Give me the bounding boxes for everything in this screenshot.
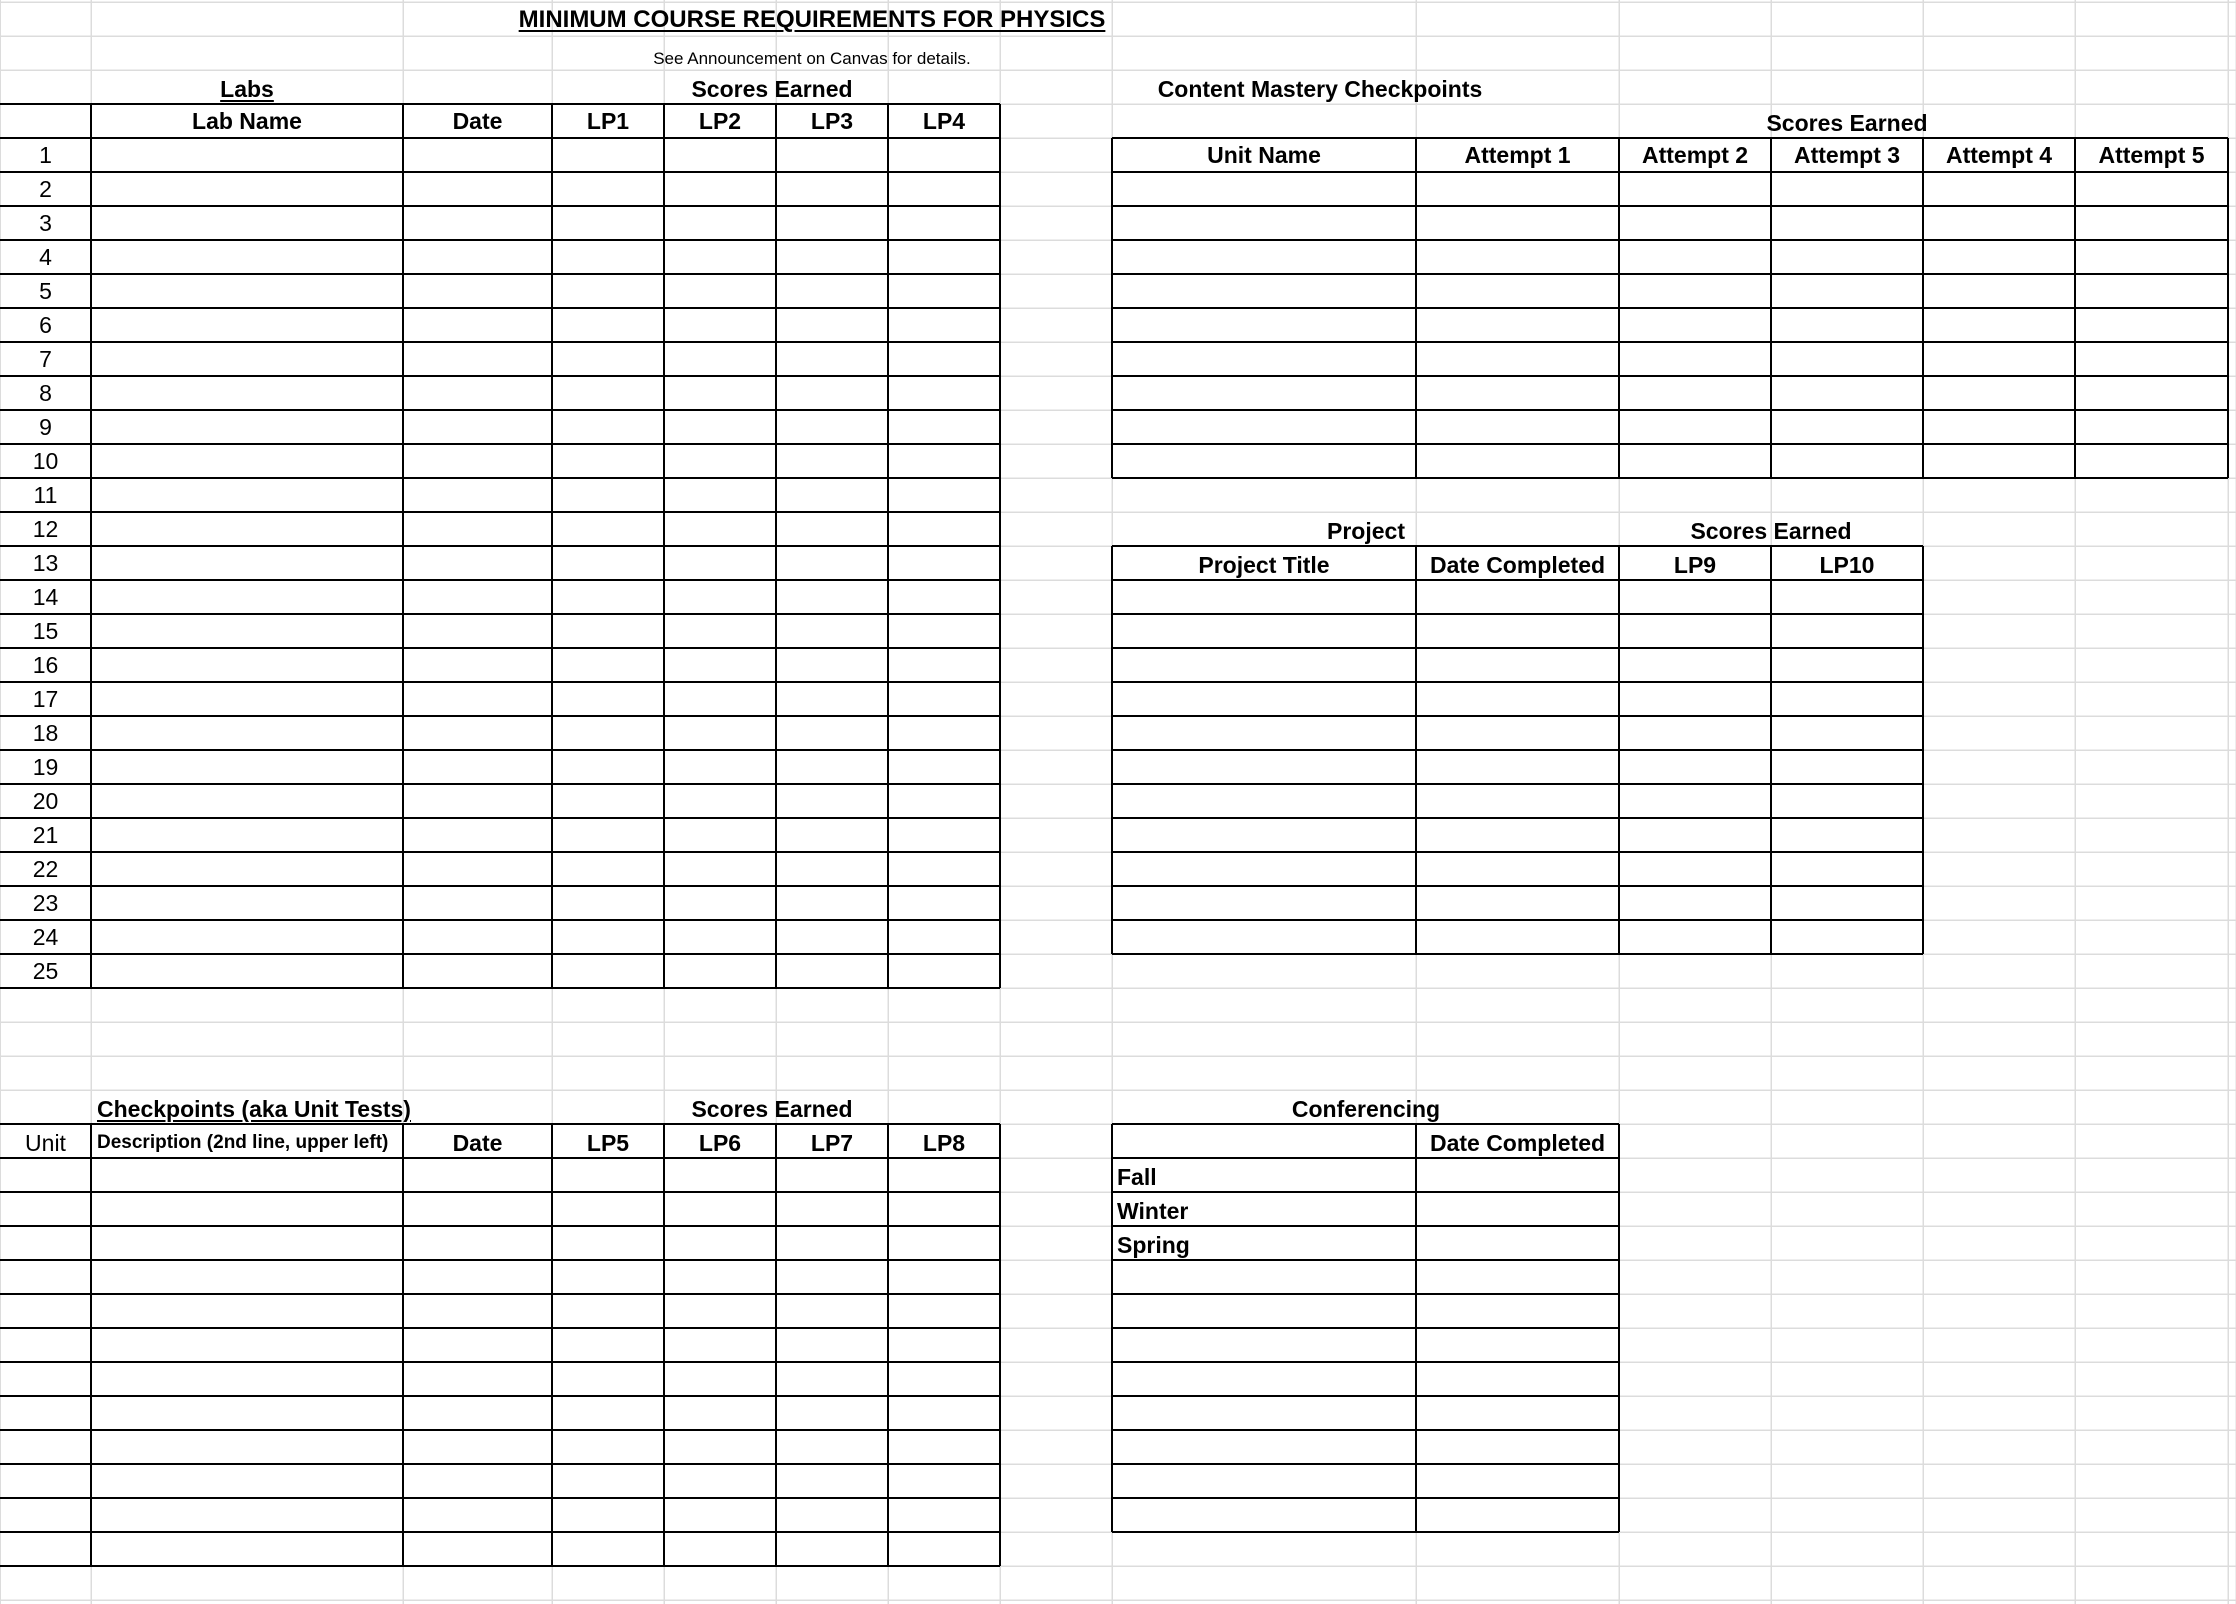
lab-row-number: 1: [39, 141, 52, 168]
mastery-header-attempt-5: Attempt 5: [2098, 141, 2205, 168]
lab-row-number: 18: [32, 719, 59, 746]
labs-header-lab-name: Lab Name: [192, 107, 302, 134]
labs-header-date: Date: [452, 107, 503, 134]
lab-row-number: 24: [32, 923, 59, 950]
checkpoints-header-lp7: LP7: [810, 1129, 854, 1156]
conferencing-group-label: Conferencing: [1291, 1095, 1441, 1122]
project-group-label: Project: [1327, 517, 1405, 544]
lab-row-number: 4: [39, 243, 52, 270]
mastery-header-attempt-3: Attempt 3: [1793, 141, 1901, 168]
lab-row-number: 6: [39, 311, 52, 338]
lab-row-number: 19: [32, 753, 59, 780]
lab-row-number: 3: [39, 209, 52, 236]
project-scores-label: Scores Earned: [1690, 517, 1852, 544]
lab-row-number: 9: [39, 413, 52, 440]
lab-row-number: 16: [32, 651, 59, 678]
labs-header-lp1: LP1: [586, 107, 630, 134]
lab-row-number: 23: [32, 889, 59, 916]
checkpoints-group-label: Checkpoints (aka Unit Tests): [97, 1095, 411, 1122]
mastery-scores-label: Scores Earned: [1766, 109, 1928, 136]
mastery-header-attempt-1: Attempt 1: [1464, 141, 1571, 168]
project-header-lp10: LP10: [1819, 551, 1875, 578]
checkpoints-header-description: Description (2nd line, upper left): [97, 1132, 389, 1153]
mastery-group-label: Content Mastery Checkpoints: [1157, 75, 1483, 102]
checkpoints-unit-label: Unit: [25, 1129, 66, 1156]
checkpoints-header-lp5: LP5: [586, 1129, 630, 1156]
checkpoints-header-lp8: LP8: [922, 1129, 966, 1156]
labs-scores-label: Scores Earned: [691, 75, 853, 102]
project-header-date: Date Completed: [1429, 551, 1606, 578]
project-header-title: Project Title: [1198, 551, 1330, 578]
conferencing-row-winter: Winter: [1117, 1197, 1189, 1224]
lab-row-number: 22: [32, 855, 59, 882]
lab-row-number: 8: [39, 379, 52, 406]
mastery-header-attempt-4: Attempt 4: [1945, 141, 2053, 168]
lab-row-number: 13: [32, 549, 59, 576]
lab-row-number: 7: [39, 345, 52, 372]
lab-row-number: 12: [32, 515, 59, 542]
checkpoints-header-date: Date: [452, 1129, 503, 1156]
lab-row-number: 17: [32, 685, 59, 712]
lab-row-number: 21: [32, 821, 59, 848]
conferencing-row-spring: Spring: [1117, 1231, 1190, 1258]
page-subtitle: See Announcement on Canvas for details.: [653, 49, 971, 68]
mastery-header-attempt-2: Attempt 2: [1641, 141, 1749, 168]
page-title: MINIMUM COURSE REQUIREMENTS FOR PHYSICS: [518, 6, 1106, 33]
mastery-header-unit-name: Unit Name: [1207, 141, 1321, 168]
labs-header-lp4: LP4: [922, 107, 966, 134]
project-header-lp9: LP9: [1673, 551, 1717, 578]
conferencing-row-fall: Fall: [1117, 1163, 1157, 1190]
lab-row-number: 11: [33, 481, 58, 508]
lab-row-number: 2: [39, 175, 52, 202]
labs-header-lp2: LP2: [698, 107, 742, 134]
lab-row-number: 15: [32, 617, 59, 644]
lab-row-number: 25: [32, 957, 59, 984]
conferencing-header-date: Date Completed: [1429, 1129, 1606, 1156]
checkpoints-header-lp6: LP6: [698, 1129, 742, 1156]
labs-header-lp3: LP3: [810, 107, 854, 134]
lab-row-number: 20: [32, 787, 59, 814]
lab-row-number: 5: [39, 277, 52, 304]
lab-row-number: 14: [32, 583, 59, 610]
labs-group-label: Labs: [220, 75, 274, 102]
lab-row-number: 10: [32, 447, 59, 474]
checkpoints-scores-label: Scores Earned: [691, 1095, 853, 1122]
